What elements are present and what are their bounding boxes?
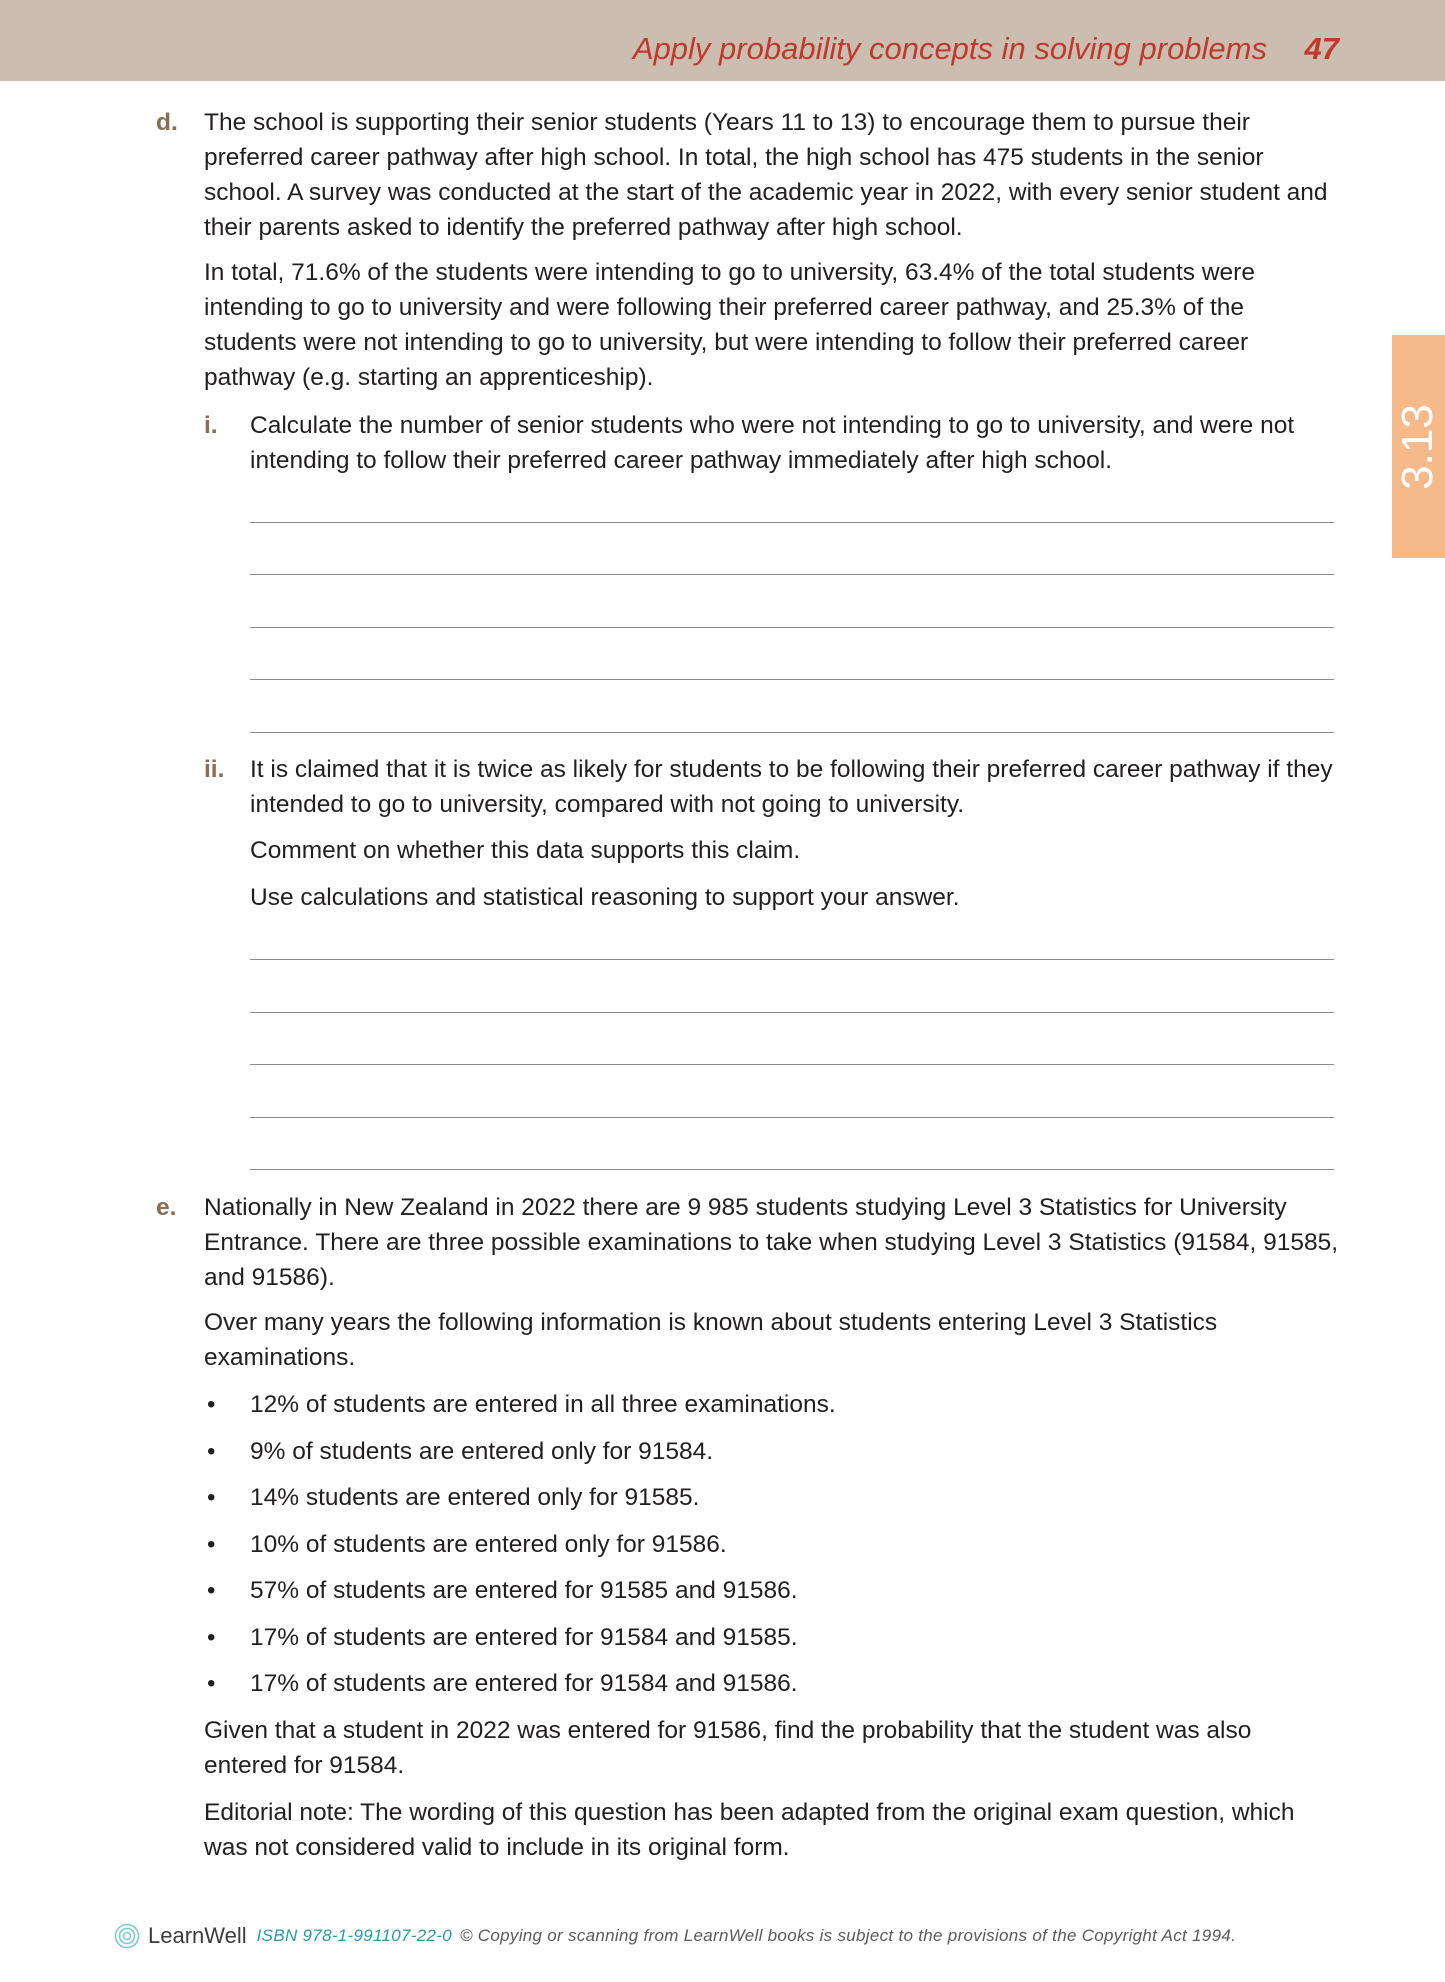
answer-line[interactable]: [250, 679, 1334, 680]
bullet-icon: •: [207, 1438, 216, 1465]
question-d-i-marker: i.: [204, 412, 218, 439]
list-item: 17% of students are entered for 91584 and 91586.: [250, 1670, 798, 1697]
isbn: ISBN 978-1-991107-22-0: [256, 1926, 452, 1945]
list-item: 10% of students are entered only for 91586.: [250, 1531, 727, 1558]
section-tab: [1392, 335, 1445, 558]
copyright-notice: © Copying or scanning from LearnWell books is subject to the provisions of the Copyright Act 1994.: [459, 1926, 1237, 1945]
bullet-icon: •: [207, 1531, 216, 1558]
answer-line[interactable]: [250, 627, 1334, 628]
question-d-i-text: Calculate the number of senior students who were not intending to go to university, and were not intending to follow their preferred career pathway immediately after high school.: [250, 412, 1295, 474]
question-d-ii-instruction: Use calculations and statistical reasoning to support your answer.: [250, 884, 960, 911]
page-footer: [114, 1919, 1236, 1953]
list-item: 57% of students are entered for 91585 and 91586.: [250, 1577, 798, 1604]
answer-line[interactable]: [250, 574, 1334, 575]
question-e-intro: Nationally in New Zealand in 2022 there are 9 985 students studying Level 3 Statistics for University Entrance. There are three possible examinations to take when studying Level 3 Statistics (91584, 91585, and 91586).: [204, 1194, 1339, 1291]
list-item: 9% of students are entered only for 91584.: [250, 1438, 714, 1465]
answer-line[interactable]: [250, 1012, 1334, 1013]
page-header: [0, 0, 1445, 81]
answer-line[interactable]: [250, 1064, 1334, 1065]
question-d-ii-comment: Comment on whether this data supports this claim.: [250, 837, 801, 864]
question-e-marker: e.: [156, 1194, 177, 1221]
answer-line[interactable]: [250, 959, 1334, 960]
question-d-data: In total, 71.6% of the students were intending to go to university, 63.4% of the total students were intending to go to university and were following their preferred career pathway, and 25.3% of the students were not intending to go to university, but were intending to follow their preferred career pathway (e.g. starting an apprenticeship).: [204, 259, 1255, 391]
answer-line[interactable]: [250, 522, 1334, 523]
page-number: 47: [1304, 31, 1339, 66]
bullet-icon: •: [207, 1624, 216, 1651]
list-item: 12% of students are entered in all three examinations.: [250, 1391, 836, 1418]
answer-line[interactable]: [250, 1169, 1334, 1170]
question-d-ii-marker: ii.: [204, 756, 225, 783]
question-e-question: Given that a student in 2022 was entered for 91586, find the probability that the student was also entered for 91584.: [204, 1717, 1252, 1779]
bullet-icon: •: [207, 1577, 216, 1604]
list-item: 14% students are entered only for 91585.: [250, 1484, 700, 1511]
brand-name: LearnWell: [148, 1923, 247, 1948]
question-d-ii-text: It is claimed that it is twice as likely for students to be following their preferred career pathway if they intended to go to university, compared with not going to university.: [250, 756, 1333, 818]
question-d-marker: d.: [156, 109, 178, 136]
bullet-icon: •: [207, 1391, 216, 1418]
answer-line[interactable]: [250, 732, 1334, 733]
editorial-note: Editorial note: The wording of this question has been adapted from the original exam question, which was not considered valid to include in its original form.: [204, 1799, 1295, 1861]
list-item: 17% of students are entered for 91584 and 91585.: [250, 1624, 798, 1651]
chapter-title: Apply probability concepts in solving problems: [632, 31, 1267, 66]
bullet-icon: •: [207, 1670, 216, 1697]
section-tab-label: 3.13: [1393, 404, 1442, 490]
bullet-icon: •: [207, 1484, 216, 1511]
learnwell-logo-icon: [114, 1923, 140, 1949]
question-e-context: Over many years the following information is known about students entering Level 3 Statistics examinations.: [204, 1309, 1218, 1371]
question-d-intro: The school is supporting their senior students (Years 11 to 13) to encourage them to pursue their preferred career pathway after high school. In total, the high school has 475 students in the senior school. A survey was conducted at the start of the academic year in 2022, with every senior student and their parents asked to identify the preferred pathway after high school.: [204, 109, 1328, 241]
answer-line[interactable]: [250, 1117, 1334, 1118]
